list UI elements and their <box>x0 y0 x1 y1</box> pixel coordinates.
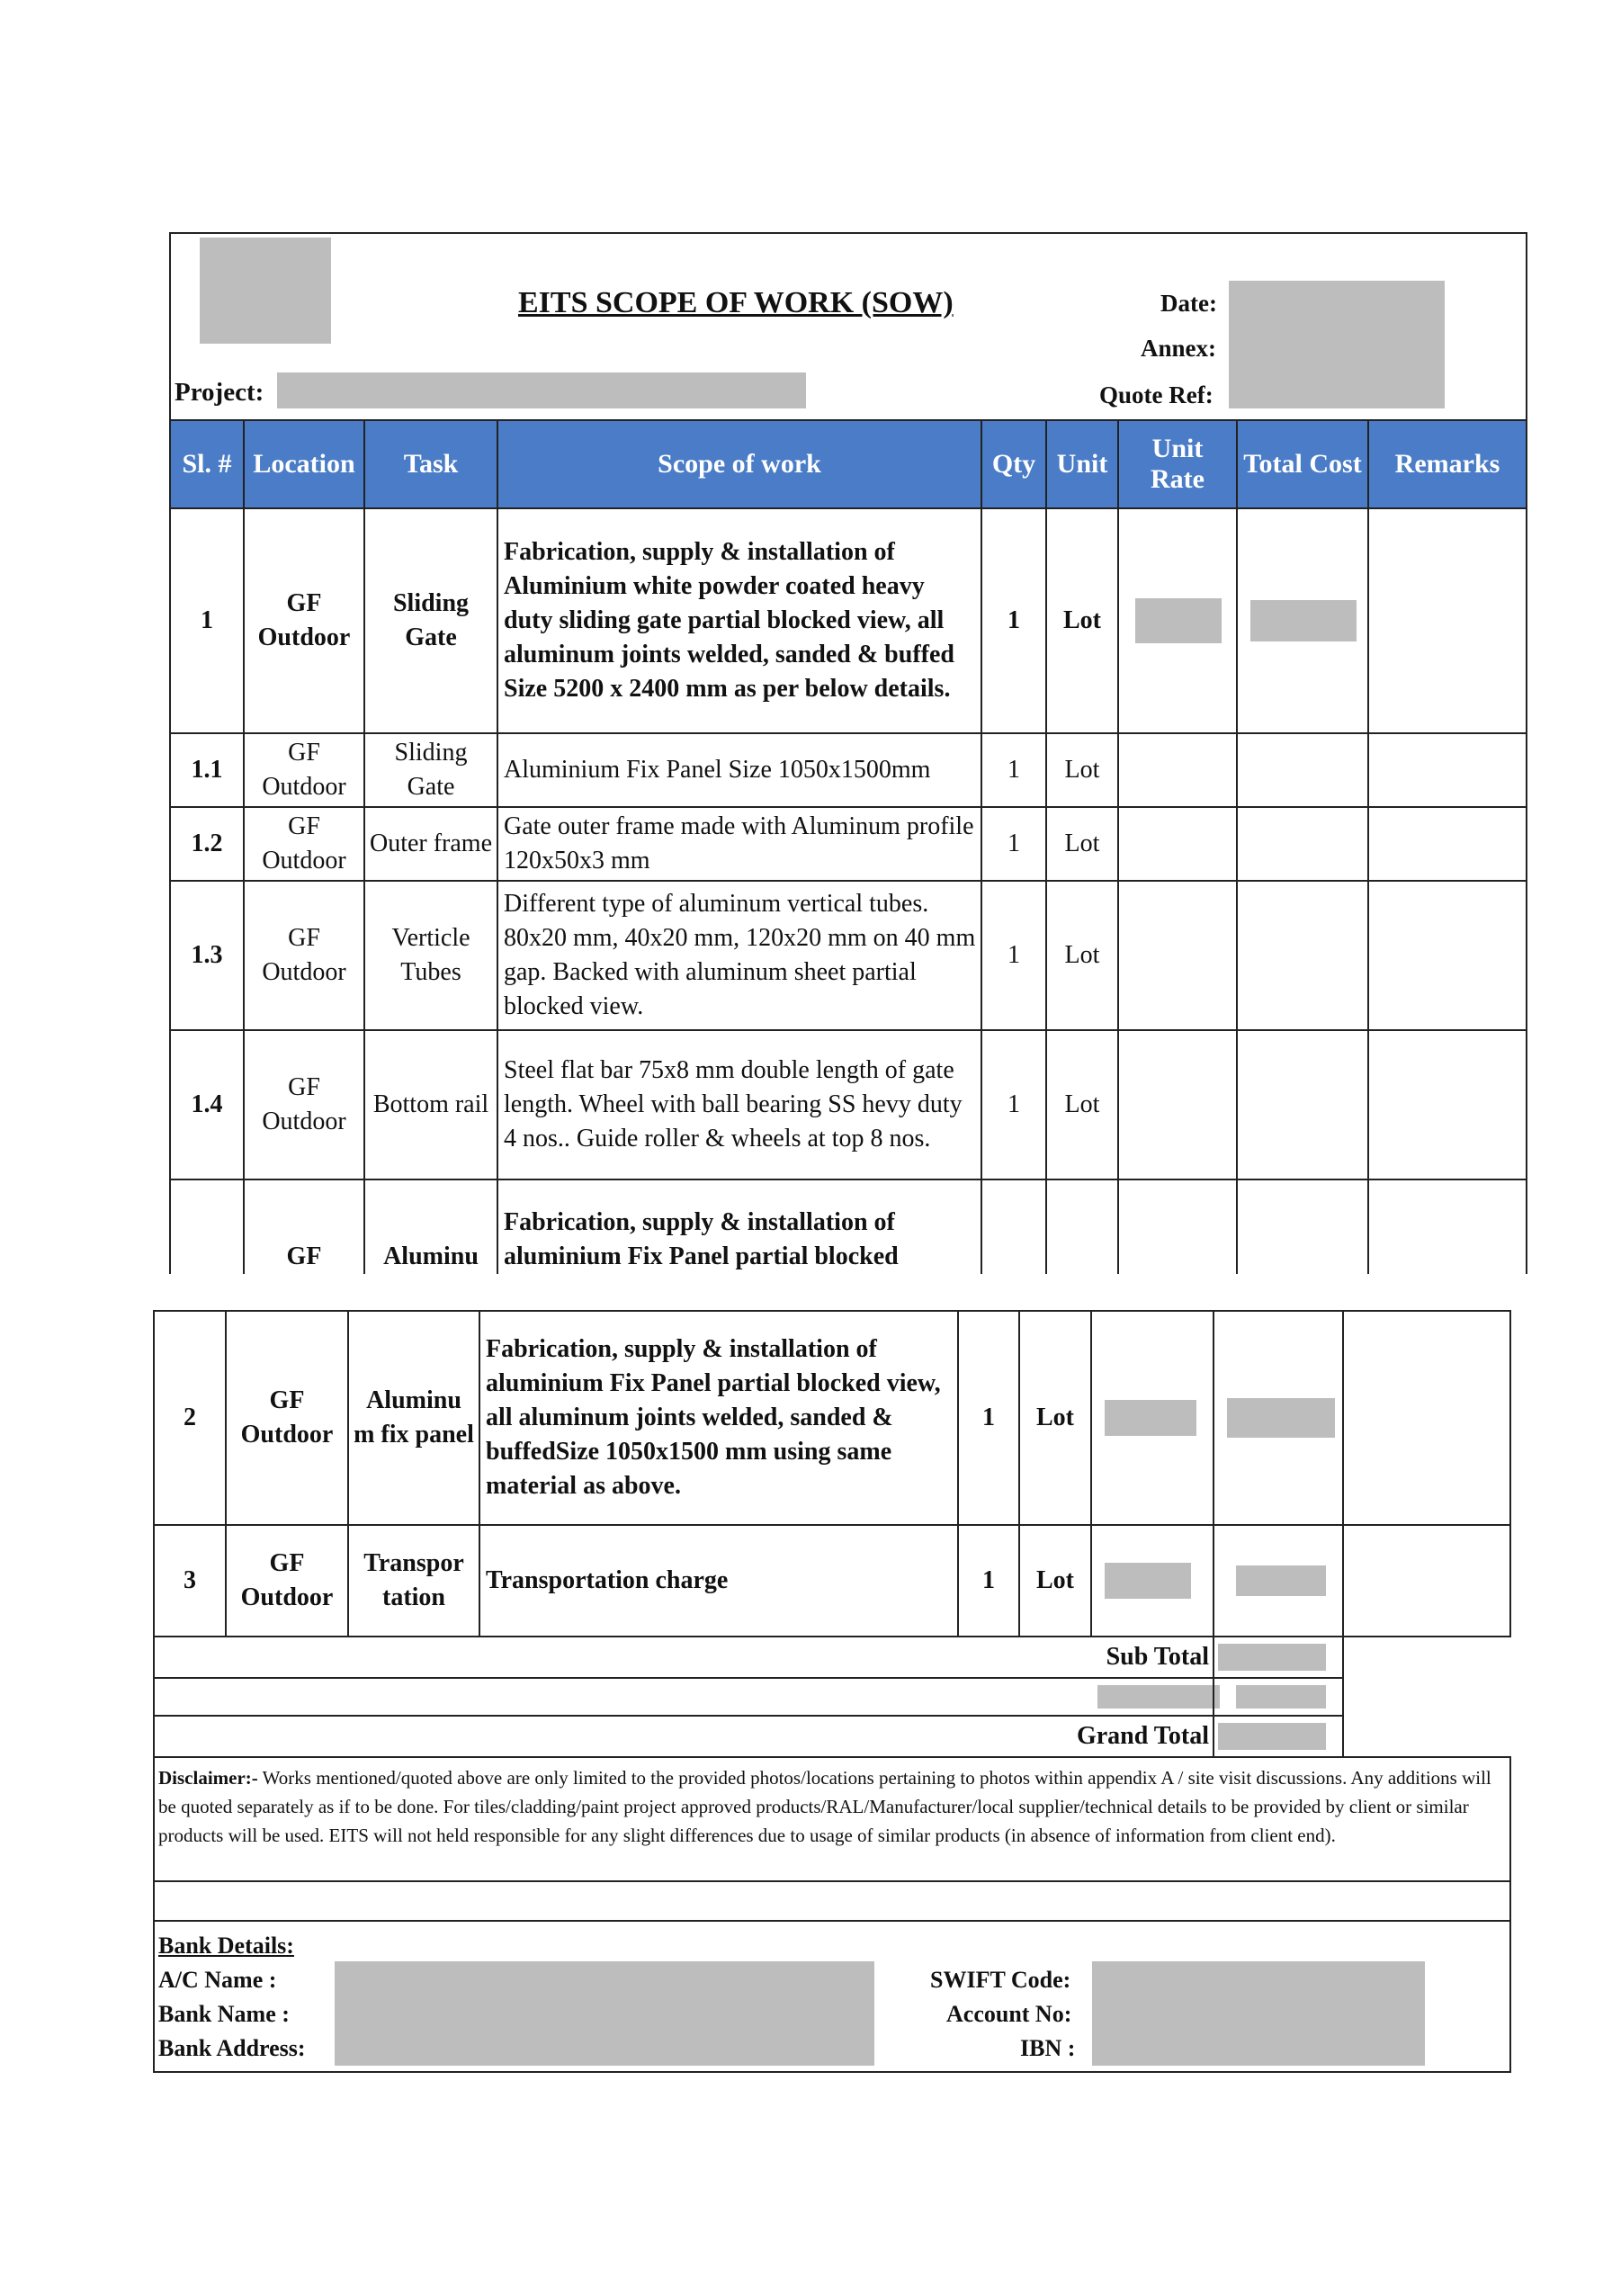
empty-cell <box>1343 1678 1510 1716</box>
unit-rate-cell <box>1118 1179 1237 1277</box>
row-scope: Fabrication, supply & installation of Aluminium white powder coated heavy duty sliding gate partial blocked view, all aluminum joints welded, sanded & buffed Size 5200 x 2400 mm as per below details. <box>497 508 981 733</box>
row-sl: 1 <box>170 508 244 733</box>
row-sl: 1.3 <box>170 881 244 1030</box>
row-qty: 1 <box>981 881 1046 1030</box>
spacer-cell <box>154 1881 1510 1921</box>
table-row <box>170 1030 1527 1179</box>
table-row <box>154 1311 1510 1525</box>
row-task: Verticle Tubes <box>364 881 497 1030</box>
ibn-label: IBN : <box>1020 2035 1076 2061</box>
table-row <box>170 807 1527 881</box>
remarks-cell <box>1368 508 1527 733</box>
remarks-cell <box>1343 1525 1510 1637</box>
row-sl <box>170 1179 244 1277</box>
disclaimer <box>154 1757 1510 1881</box>
remarks-cell <box>1368 807 1527 881</box>
unit-rate-cell <box>1118 508 1237 733</box>
row-task: Bottom rail <box>364 1030 497 1179</box>
row-unit: Lot <box>1046 508 1118 733</box>
row-scope: Steel flat bar 75x8 mm double length of gate length. Wheel with ball bearing SS hevy duty 4 nos.. Guide roller & wheels at top 8 nos. <box>497 1030 981 1179</box>
bank-address-label: Bank Address: <box>158 2035 306 2061</box>
total-cost-cell <box>1214 1311 1343 1525</box>
remarks-cell <box>1368 1179 1527 1277</box>
row-task: Sliding Gate <box>364 508 497 733</box>
row-sl: 2 <box>154 1311 226 1525</box>
col-task: Task <box>364 420 497 508</box>
row-unit: Lot <box>1046 733 1118 807</box>
col-unit: Unit <box>1046 420 1118 508</box>
row-unit: Lot <box>1046 881 1118 1030</box>
row-scope: Gate outer frame made with Aluminum profile 120x50x3 mm <box>497 807 981 881</box>
row-location: GF Outdoor <box>226 1311 348 1525</box>
row-location: GF Outdoor <box>226 1525 348 1637</box>
row-unit: Lot <box>1046 807 1118 881</box>
row-location: GF <box>244 1179 364 1277</box>
row-sl: 3 <box>154 1525 226 1637</box>
row-unit: Lot <box>1019 1311 1091 1525</box>
row-qty <box>981 1179 1046 1277</box>
row-location: GF Outdoor <box>244 733 364 807</box>
total-cost-cell <box>1214 1525 1343 1637</box>
total-cost-cell <box>1237 1030 1368 1179</box>
row-task: Outer frame <box>364 807 497 881</box>
unit-rate-cell <box>1091 1311 1214 1525</box>
row-qty: 1 <box>981 508 1046 733</box>
col-sl: Sl. # <box>170 420 244 508</box>
unit-rate-cell <box>1118 1030 1237 1179</box>
row-qty: 1 <box>981 807 1046 881</box>
page-cut-gap <box>0 1274 1621 1310</box>
row-sl: 1.4 <box>170 1030 244 1179</box>
col-unit-rate: Unit Rate <box>1118 420 1237 508</box>
remarks-cell <box>1343 1311 1510 1525</box>
row-qty: 1 <box>958 1311 1019 1525</box>
grand-total-row <box>154 1716 1510 1757</box>
col-remarks: Remarks <box>1368 420 1527 508</box>
blank-value <box>1214 1678 1343 1716</box>
empty-cell <box>1343 1716 1510 1757</box>
row-scope: Fabrication, supply & installation of aluminium Fix Panel partial blocked <box>497 1179 981 1277</box>
account-no-label: Account No: <box>946 2001 1072 2027</box>
row-qty: 1 <box>958 1525 1019 1637</box>
row-qty: 1 <box>981 1030 1046 1179</box>
grand-total-label: Grand Total <box>154 1716 1214 1757</box>
row-unit: Lot <box>1046 1030 1118 1179</box>
col-qty: Qty <box>981 420 1046 508</box>
quote-ref-label: Quote Ref: <box>1099 381 1214 408</box>
unit-rate-cell <box>1118 807 1237 881</box>
bank-row <box>154 1921 1510 2072</box>
row-task: Transpor tation <box>348 1525 479 1637</box>
disclaimer-label: Disclaimer:- <box>158 1767 258 1789</box>
subtotal-value <box>1214 1637 1343 1678</box>
row-scope: Fabrication, supply & installation of aluminium Fix Panel partial blocked view, all aluminum joints welded, sanded & buffedSize 1050x1500 mm using same material as above. <box>479 1311 958 1525</box>
row-scope: Transportation charge <box>479 1525 958 1637</box>
table-row <box>170 881 1527 1030</box>
row-unit <box>1046 1179 1118 1277</box>
bank-info-redaction <box>335 1961 874 2066</box>
row-unit: Lot <box>1019 1525 1091 1637</box>
disclaimer-row <box>154 1757 1510 1881</box>
date-label: Date: <box>1160 290 1217 317</box>
row-sl: 1.1 <box>170 733 244 807</box>
row-location: GF Outdoor <box>244 881 364 1030</box>
bank-name-label: Bank Name : <box>158 2001 290 2027</box>
project-label: Project: <box>175 378 264 407</box>
total-cost-cell <box>1237 881 1368 1030</box>
row-sl: 1.2 <box>170 807 244 881</box>
row-task: Aluminu m fix panel <box>348 1311 479 1525</box>
sow-table-bottom <box>153 1310 1511 2073</box>
document-title: EITS SCOPE OF WORK (SOW) <box>518 286 954 319</box>
logo-redaction <box>200 238 331 344</box>
table-row-cut <box>170 1179 1527 1277</box>
row-location: GF Outdoor <box>244 807 364 881</box>
bank-details <box>154 1921 1510 2072</box>
grand-total-value <box>1214 1716 1343 1757</box>
swift-label: SWIFT Code: <box>930 1967 1071 1993</box>
row-task: Sliding Gate <box>364 733 497 807</box>
date-redaction <box>1229 281 1445 408</box>
col-scope: Scope of work <box>497 420 981 508</box>
col-location: Location <box>244 420 364 508</box>
bank-title: Bank Details: <box>158 1933 294 1959</box>
remarks-cell <box>1368 733 1527 807</box>
subtotal-label: Sub Total <box>154 1637 1214 1678</box>
remarks-cell <box>1368 881 1527 1030</box>
total-cost-cell <box>1237 733 1368 807</box>
project-redaction <box>277 372 806 408</box>
row-location: GF Outdoor <box>244 1030 364 1179</box>
total-cost-cell <box>1237 807 1368 881</box>
total-cost-cell <box>1237 508 1368 733</box>
spacer-row <box>154 1881 1510 1921</box>
row-location: GF Outdoor <box>244 508 364 733</box>
annex-label: Annex: <box>1141 335 1217 362</box>
row-scope: Aluminium Fix Panel Size 1050x1500mm <box>497 733 981 807</box>
table-row <box>170 733 1527 807</box>
blank-total-row <box>154 1678 1510 1716</box>
remarks-cell <box>1368 1030 1527 1179</box>
unit-rate-cell <box>1118 733 1237 807</box>
row-task: Aluminu <box>364 1179 497 1277</box>
total-cost-cell <box>1237 1179 1368 1277</box>
swift-redaction <box>1092 1961 1425 2066</box>
empty-cell <box>1343 1637 1510 1678</box>
unit-rate-cell <box>1118 881 1237 1030</box>
table-row <box>170 508 1527 733</box>
blank-label <box>154 1678 1214 1716</box>
ac-name-label: A/C Name : <box>158 1967 277 1993</box>
table-row <box>154 1525 1510 1637</box>
disclaimer-text: Works mentioned/quoted above are only limited to the provided photos/locations pertaining to photos within appendix A / site visit discussions. Any additions will be quoted separately as if to be done. For tiles/cladding/paint project approved products/RAL/Manufacturer/local supplier/technical details to be provided by client or similar products will be used. EITS will not held responsible for any slight differences due to usage of similar products (in absence of information from client end). <box>158 1767 1491 1846</box>
subtotal-row <box>154 1637 1510 1678</box>
sow-table-top <box>169 419 1527 1278</box>
row-scope: Different type of aluminum vertical tubes. 80x20 mm, 40x20 mm, 120x20 mm on 40 mm gap. Backed with aluminum sheet partial blocked view. <box>497 881 981 1030</box>
col-total-cost: Total Cost <box>1237 420 1368 508</box>
unit-rate-cell <box>1091 1525 1214 1637</box>
row-qty: 1 <box>981 733 1046 807</box>
